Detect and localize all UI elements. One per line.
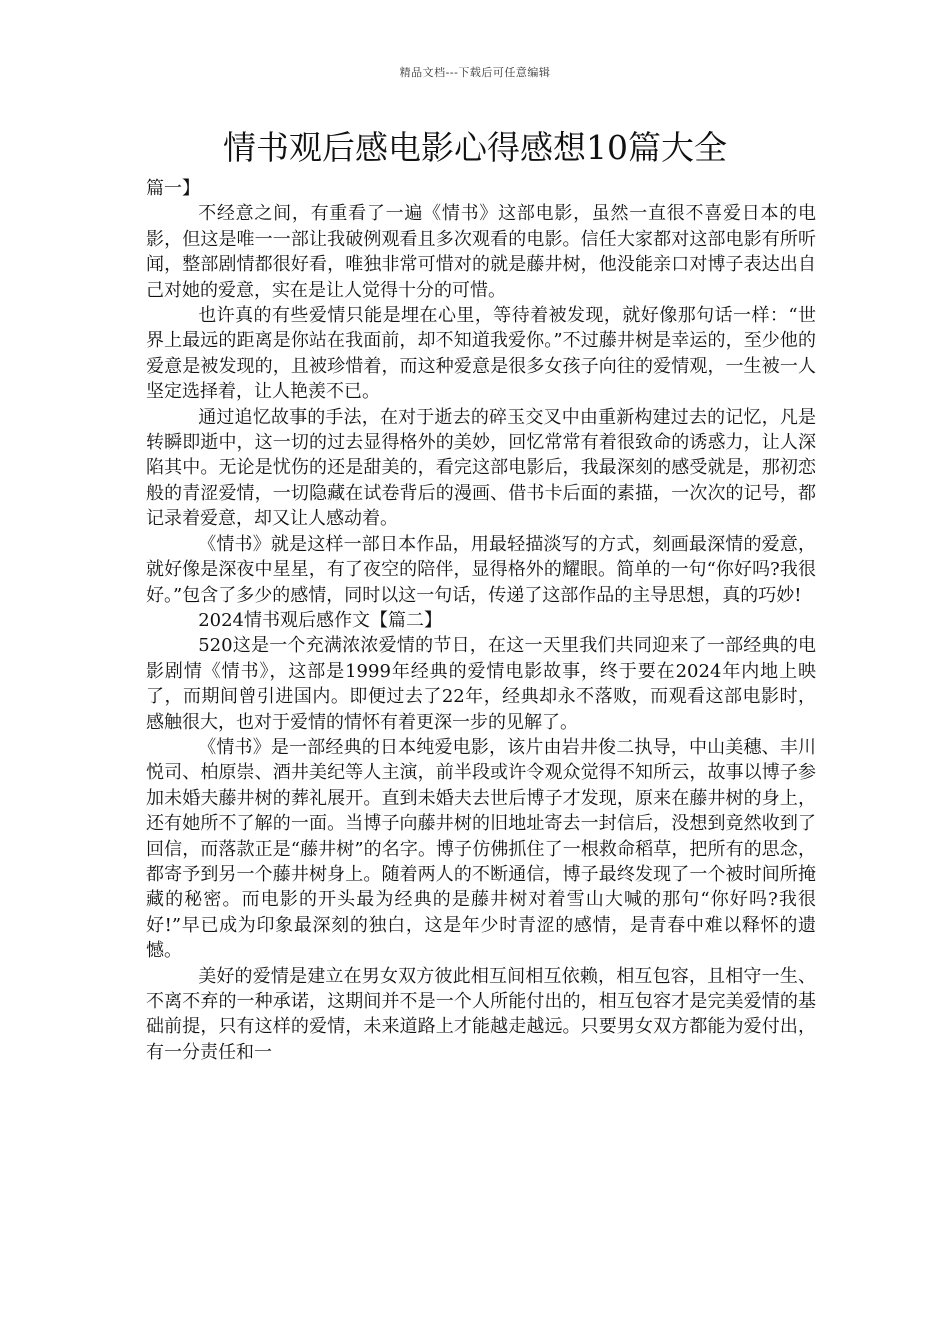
paragraph: 通过追忆故事的手法，在对于逝去的碎玉交叉中由重新构建过去的记忆，凡是转瞬即逝中，这一切的过去显得格外的美妙，回忆常常有着很致命的诱惑力，让人深陷其中。无论是忧伤的还是甜美的，看完这部电影后，我最深刻的感受就是，那初恋般的青涩爱情，一切隐藏在试卷背后的漫画、借书卡后面的素描，一次次的记号，都记录着爱意，却又让人感动着。: [146, 406, 816, 530]
document-title: 情书观后感电影心得感想10篇大全: [223, 128, 727, 167]
paragraph: 美好的爱情是建立在男女双方彼此相互间相互依赖，相互包容，且相守一生、不离不弃的一种承诺，这期间并不是一个人所能付出的，相互包容才是完美爱情的基础前提，只有这样的爱情，未来道路上才能越走越远。只要男女双方都能为爱付出，有一分责任和一: [146, 965, 816, 1063]
section-heading: 2024情书观后感作文【篇二】: [198, 609, 442, 631]
paragraph: 不经意之间，有重看了一遍《情书》这部电影，虽然一直很不喜爱日本的电影，但这是唯一一部让我破例观看且多次观看的电影。信任大家都对这部电影有所听闻，整部剧情都很好看，唯独非常可惜对的就是藤井树，他没能亲口对博子表达出自己对她的爱意，实在是让人觉得十分的可惜。: [146, 203, 816, 301]
paragraph: 《情书》是一部经典的日本纯爱电影，该片由岩井俊二执导，中山美穗、丰川悦司、柏原崇、酒井美纪等人主演，前半段或许令观众觉得不知所云，故事以博子参加未婚夫藤井树的葬礼展开。直到未婚夫去世后博子才发现，原来在藤井树的身上，还有她所不了解的一面。当博子向藤井树的旧地址寄去一封信后，没想到竟然收到了回信，而落款正是“藤井树”的名字。博子仿佛抓住了一根救命稻草，把所有的思念，都寄予到另一个藤井树身上。随着两人的不断通信，博子最终发现了一个被时间所掩藏的秘密。而电影的开头最为经典的是藤井树对着雪山大喊的那句“你好吗?我很好!”早已成为印象最深刻的独白，这是年少时青涩的感情，是青春中难以释怀的遗憾。: [146, 736, 816, 962]
header-note: 精品文档---下载后可任意编辑: [399, 66, 551, 79]
document-body: [146, 176, 816, 1065]
paragraph: 《情书》就是这样一部日本作品，用最轻描淡写的方式，刻画最深情的爱意，就好像是深夜中星星，有了夜空的陪伴，显得格外的耀眼。简单的一句“你好吗?我很好。”包含了多少的感情，同时以这一句话，传递了这部作品的主导思想，真的巧妙!: [146, 533, 816, 606]
section-label: 篇一】: [146, 178, 200, 199]
paragraph: 520这是一个充满浓浓爱情的节日，在这一天里我们共同迎来了一部经典的电影剧情《情书》，这部是1999年经典的爱情电影故事，终于要在2024年内地上映了，而期间曾引进国内。即便过去了22年，经典却永不落败，而观看这部电影时，感触很大，也对于爱情的情怀有着更深一步的见解了。: [146, 635, 816, 733]
paragraph: 也许真的有些爱情只能是埋在心里，等待着被发现，就好像那句话一样：“世界上最远的距离是你站在我面前，却不知道我爱你。”不过藤井树是幸运的，至少他的爱意是被发现的，且被珍惜着，而这种爱意是很多女孩子向往的爱情观，一生被一人坚定选择着，让人艳羡不已。: [146, 305, 816, 403]
